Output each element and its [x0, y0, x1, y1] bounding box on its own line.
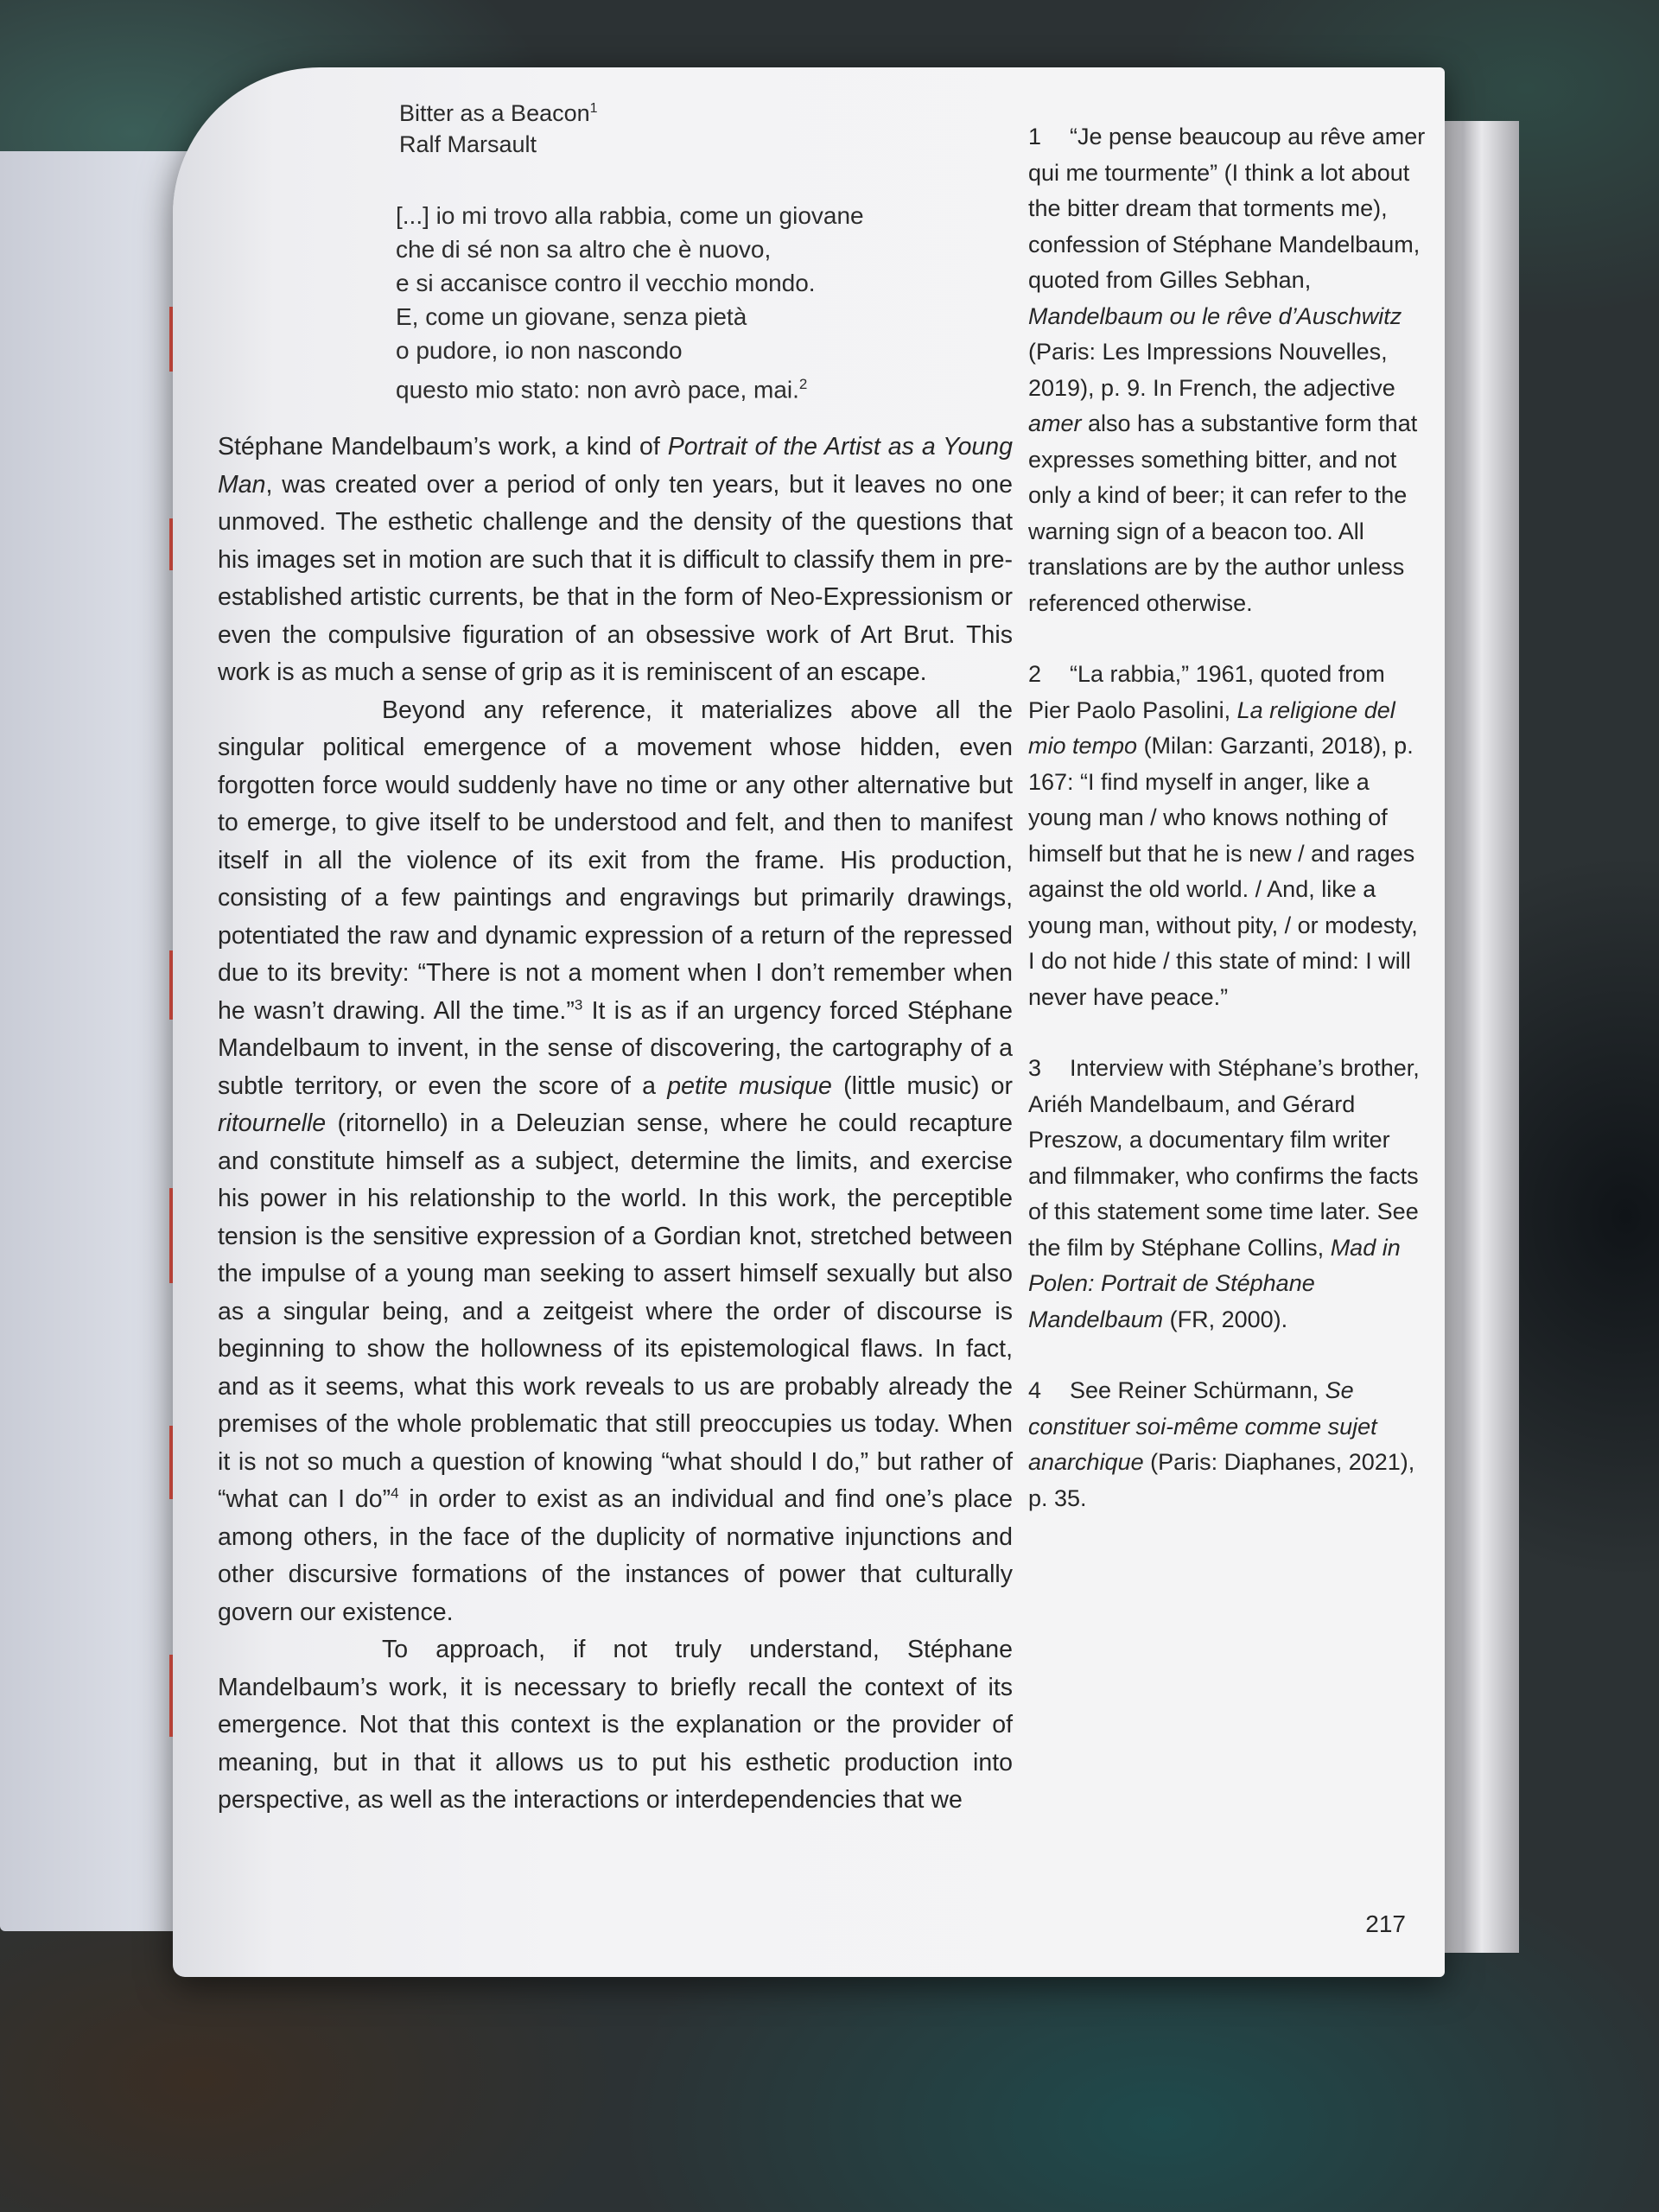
footnote-2 — [1028, 657, 1430, 1015]
poem-line: questo mio stato: non avrò pace, mai.$^2$ — [396, 376, 808, 404]
poem-line: e si accanisce contro il vecchio mondo. — [396, 270, 816, 296]
article-header — [399, 93, 598, 160]
footnote-text: “La rabbia,” 1961, quoted from Pier Paolo Pasolini, — [1028, 661, 1385, 723]
footnote-text: La religione del mio tempo — [1028, 696, 1395, 759]
poem-line: che di sé non sa altro che è nuovo, — [396, 236, 772, 263]
footnote-text: Se constituer soi-même comme sujet anarchique — [1028, 1377, 1377, 1475]
footnote-number: 2 — [1028, 661, 1042, 687]
poem-line: E, come un giovane, senza pietà — [396, 303, 747, 330]
poem-line: o pudore, io non nascondo — [396, 337, 683, 364]
footnote-number: 4 — [1028, 1377, 1042, 1403]
footnote-text: See Reiner Schürmann, — [1070, 1377, 1325, 1403]
footnote-text: Interview with Stéphane’s brother, Ariéh Mandelbaum, and Gérard Preszow, a documentary film writer and filmmaker, who confirms the facts of this statement some time later. See the film by Stéphane Collins, — [1028, 1055, 1420, 1261]
footnotes-column — [1028, 119, 1430, 1552]
footnote-text: (FR, 2000). — [1163, 1306, 1288, 1332]
book-page — [173, 67, 1445, 1977]
footnote-number: 1 — [1028, 124, 1042, 149]
footnote-text: (Milan: Garzanti, 2018), p. 167: “I find myself in anger, like a young man / who knows nothing of himself but that he is new / and rages against the old world. / And, like a young man, without pity, / or modesty, I do not hide / this state of mind: I will never have peace.” — [1028, 733, 1418, 1010]
footnote-4 — [1028, 1373, 1430, 1516]
footnote-ref: 2 — [798, 376, 808, 392]
footnote-3 — [1028, 1051, 1430, 1338]
article-author: Ralf Marsault — [399, 131, 537, 157]
footnote-ref: 4 — [391, 1484, 399, 1502]
footnote-text: also has a substantive form that expresses something bitter, and not only a kind of beer; it can refer to the warning sign of a beacon too. All translations are by the author unless referenced otherwise. — [1028, 410, 1418, 616]
poem-line: [...] io mi trovo alla rabbia, come un giovane — [396, 202, 864, 229]
article-title: Bitter as a Beacon$^1$ — [399, 100, 598, 126]
body-paragraph: To approach, if not truly understand, Stéphane Mandelbaum’s work, it is necessary to briefly recall the context of its emergence. Not that this context is the explanation or the provider of meaning, but in that it allows us to put his esthetic production into perspective, as well as the interactions or interdependencies that we — [218, 1636, 1013, 1814]
footnote-text: Mandelbaum ou le rêve d’Auschwitz — [1028, 302, 1402, 329]
footnote-number: 3 — [1028, 1055, 1042, 1081]
main-body-text — [218, 429, 1013, 1820]
footnote-ref: 3 — [574, 996, 583, 1013]
footnote-1 — [1028, 119, 1430, 621]
footnote-text: Mad in Polen: Portrait de Stéphane Mandelbaum — [1028, 1234, 1401, 1332]
body-paragraph: Stéphane Mandelbaum’s work, a kind of Portrait of the Artist as a Young Man, was created over a period of only ten years, but it leaves no one unmoved. The esthetic challenge and the density of the questions that his images set in motion are such that it is difficult to classify them in pre-established artistic currents, be that in the form of Neo-Expressionism or even the compulsive figuration of an obsessive work of Art Brut. This work is as much a sense of grip as it is reminiscent of an escape. — [218, 433, 1013, 686]
epigraph-poem — [396, 199, 864, 406]
body-paragraph: Beyond any reference, it materializes above all the singular political emergence of a movement whose hidden, even forgotten force would suddenly have no time or any other alternative but to emerge, to give itself to be understood and felt, and then to manifest itself in all the violence of its exit from the frame. His production, consisting of a few paintings and engravings but primarily drawings, potentiated the raw and dynamic expression of a return of the repressed due to its brevity: “There is not a moment when I don’t remember when he wasn’t drawing. All the time.”$^3$ It is as if an urgency forced Stéphane Mandelbaum to invent, in the sense of discovering, the cartography of a subtle territory, or even the score of a petite musique (little music) or ritournelle (ritornello) in a Deleuzian sense, where he could recapture and constitute himself as a subject, determine the limits, and exercise his power in his relationship to the world. In this work, the perceptible tension is the sensitive expression of a Gordian knot, stretched between the impulse of a young man seeking to assert himself sexually but also as a singular being, and a zeitgeist where the order of discourse is beginning to show the hollowness of its epistemological flaws. In fact, and as it seems, what this work reveals to us are probably already the premises of the whole problematic that still preoccupies us today. When it is not so much a question of knowing “what should I do,” but rather of “what can I do”$^4$ in order to exist as an individual and find one’s place among others, in the face of the duplicity of normative injunctions and other discursive formations of the instances of power that culturally govern our existence. — [218, 696, 1013, 1626]
footnote-text: (Paris: Les Impressions Nouvelles, 2019), p. 9. In French, the adjective — [1028, 339, 1395, 401]
footnote-text: (Paris: Diaphanes, 2021), p. 35. — [1028, 1449, 1415, 1511]
footnote-text: amer — [1028, 410, 1082, 436]
footnote-ref: 1 — [589, 101, 598, 116]
footnote-text: “Je pense beaucoup au rêve amer qui me tourmente” (I think a lot about the bitter dream that torments me), confession of Stéphane Mandelbaum, quoted from Gilles Sebhan, — [1028, 124, 1426, 293]
page-number: 217 — [1365, 1910, 1406, 1937]
